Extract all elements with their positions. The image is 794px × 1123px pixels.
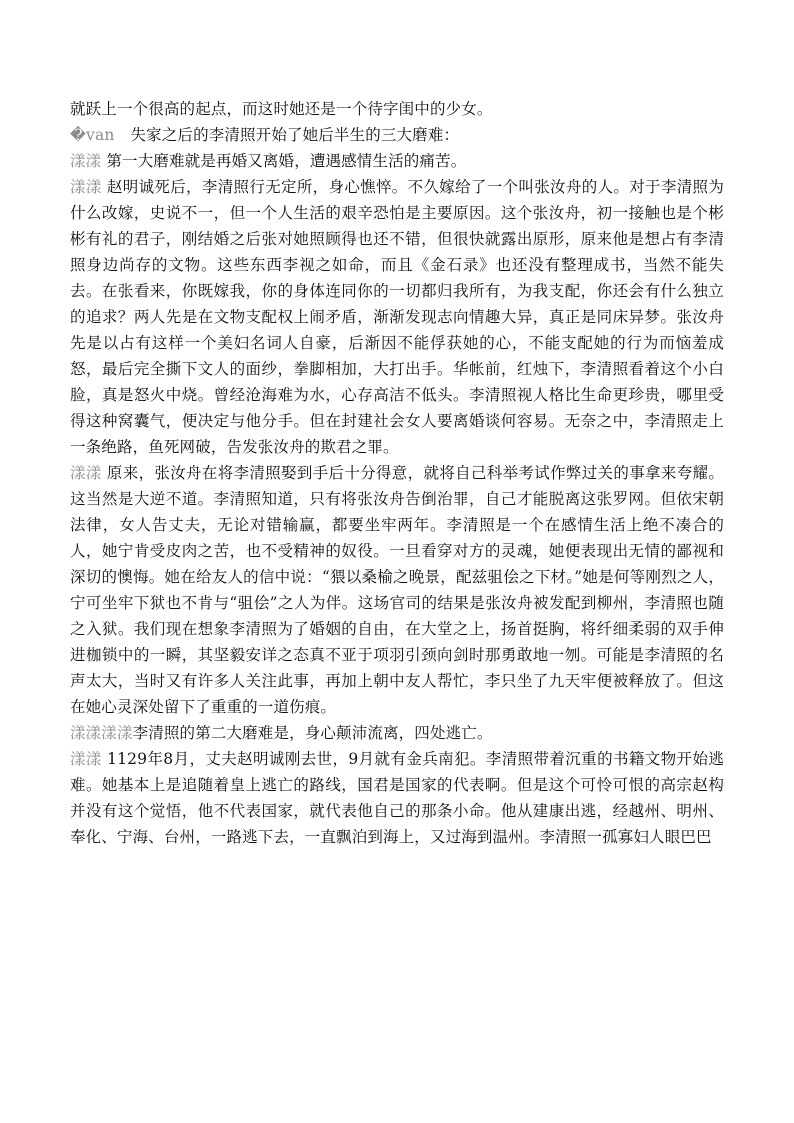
paragraph-6-marker: 漾漾漾漾 [70,724,133,742]
paragraph-2 [70,122,724,148]
paragraph-7 [70,746,724,850]
paragraph-2-text: 失家之后的李清照开始了她后半生的三大磨难： [130,126,460,144]
paragraph-4 [70,174,724,460]
paragraph-7-text: 1129年8月，丈夫赵明诚刚去世，9月就有金兵南犯。李清照带着沉重的书籍文物开始逃难。她基本上是追随着皇上逃亡的路线，国君是国家的代表啊。但是这个可怜可恨的高宗赵构并没有这个觉悟，他不代表国家，就代表他自己的那条小命。他从建康出逃，经越州、明州、奉化、宁海、台州，一路逃下去，一直飘泊到海上，又过海到温州。李清照一孤寡妇人眼巴巴 [70,750,724,846]
paragraph-1 [70,96,724,122]
paragraph-5-marker: 漾漾 [70,464,102,482]
paragraph-3-text: 第一大磨难就是再婚又离婚，遭遇感情生活的痛苦。 [106,152,467,170]
paragraph-1-text: 就跃上一个很高的起点，而这时她还是一个待字闺中的少女。 [70,100,493,118]
paragraph-2-marker: �van [70,126,115,144]
document-body [70,96,724,850]
paragraph-6 [70,720,724,746]
paragraph-5-text: 原来，张汝舟在将李清照娶到手后十分得意，就将自己科举考试作弊过关的事拿来夸耀。这当然是大逆不道。李清照知道，只有将张汝舟告倒治罪，自己才能脱离这张罗网。但依宋朝法律，女人告丈夫，无论对错输赢，都要坐牢两年。李清照是一个在感情生活上绝不凑合的人，她宁肯受皮肉之苦，也不受精神的奴役。一旦看穿对方的灵魂，她便表现出无情的鄙视和深切的懊悔。她在给友人的信中说：“猥以桑榆之晚景，配兹驵侩之下材。”她是何等刚烈之人，宁可坐牢下狱也不肯与“驵侩”之人为伴。这场官司的结果是张汝舟被发配到柳州，李清照也随之入狱。我们现在想象李清照为了婚姻的自由，在大堂之上，扬首挺胸，将纤细柔弱的双手伸进枷锁中的一瞬，其坚毅安详之态真不亚于项羽引颈向剑时那勇敢地一刎。可能是李清照的名声太大，当时又有许多人关注此事，再加上朝中友人帮忙，李只坐了九天牢便被释放了。但这在她心灵深处留下了重重的一道伤痕。 [70,464,724,716]
paragraph-3 [70,148,724,174]
paragraph-6-text: 李清照的第二大磨难是，身心颠沛流离，四处逃亡。 [132,724,493,742]
paragraph-3-marker: 漾漾 [70,152,102,170]
paragraph-4-text: 赵明诚死后，李清照行无定所，身心憔悴。不久嫁给了一个叫张汝舟的人。对于李清照为什么改嫁，史说不一，但一个人生活的艰辛恐怕是主要原因。这个张汝舟，初一接触也是个彬彬有礼的君子，刚结婚之后张对她照顾得也还不错，但很快就露出原形，原来他是想占有李清照身边尚存的文物。这些东西李视之如命，而且《金石录》也还没有整理成书，当然不能失去。在张看来，你既嫁我，你的身体连同你的一切都归我所有，为我支配，你还会有什么独立的追求？两人先是在文物支配权上闹矛盾，渐渐发现志向情趣大异，真正是同床异梦。张汝舟先是以占有这样一个美妇名词人自豪，后渐因不能俘获她的心，不能支配她的行为而恼羞成怒，最后完全撕下文人的面纱，拳脚相加，大打出手。华帐前，红烛下，李清照看着这个小白脸，真是怒火中烧。曾经沧海难为水，心存高洁不低头。李清照视人格比生命更珍贵，哪里受得这种窝囊气，便决定与他分手。但在封建社会女人要离婚谈何容易。无奈之中，李清照走上一条绝路，鱼死网破，告发张汝舟的欺君之罪。 [70,178,724,456]
paragraph-5 [70,460,724,720]
paragraph-4-marker: 漾漾 [70,178,102,196]
paragraph-7-marker: 漾漾 [70,750,102,768]
